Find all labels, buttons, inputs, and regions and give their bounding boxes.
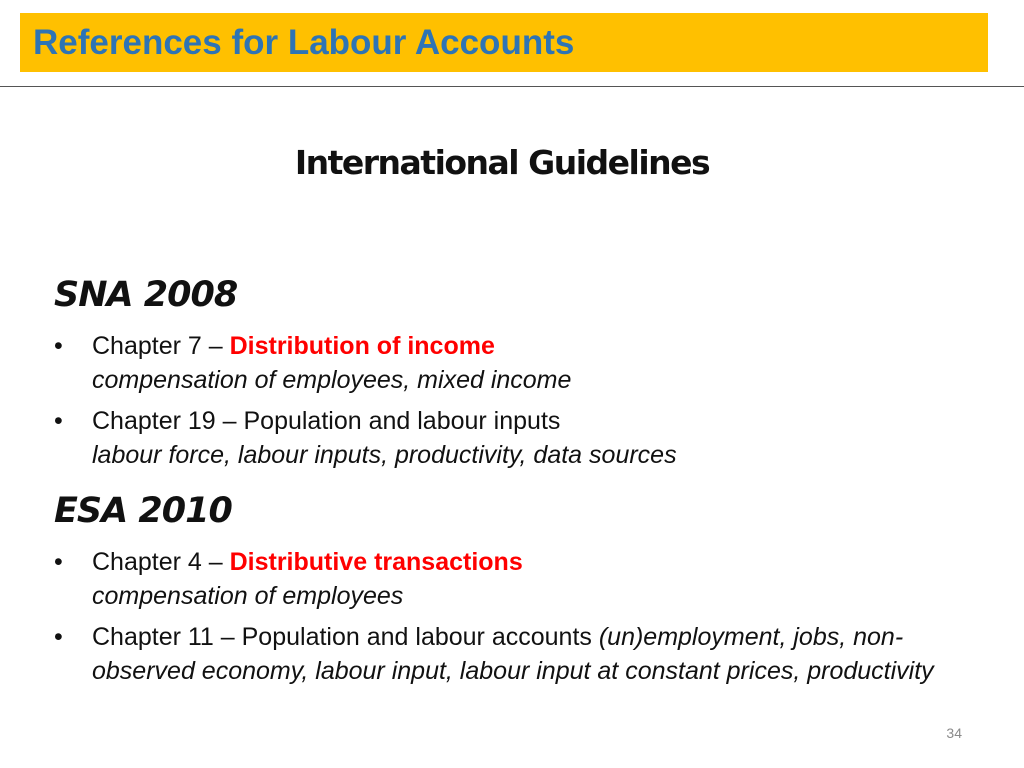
chapter-detail: (un)employment, jobs, non-observed economy, labour input, labour input at constant prices, productivity — [92, 623, 934, 685]
chapter-detail: compensation of employees — [92, 582, 404, 610]
section-heading-sna-2008: SNA 2008 — [54, 275, 238, 315]
bullet-marker: • — [54, 623, 63, 651]
chapter-highlight: Distributive transactions — [229, 548, 523, 576]
page-number: 34 — [946, 725, 962, 741]
header-divider — [0, 86, 1024, 87]
slide-subtitle: International Guidelines — [294, 143, 710, 182]
list-item — [54, 545, 984, 613]
chapter-label: Chapter 11 – Population and labour accounts — [92, 623, 599, 651]
list-item — [54, 620, 984, 688]
bullet-marker: • — [54, 548, 63, 576]
chapter-detail: labour force, labour inputs, productivity, data sources — [92, 441, 677, 469]
section-heading-esa-2010: ESA 2010 — [54, 491, 232, 531]
slide-title: References for Labour Accounts — [33, 23, 575, 62]
list-item — [54, 329, 984, 397]
chapter-label: Chapter 7 – — [92, 332, 230, 360]
title-banner — [20, 13, 988, 72]
chapter-highlight: Distribution of income — [229, 332, 495, 360]
chapter-detail: compensation of employees, mixed income — [92, 366, 572, 394]
chapter-label: Chapter 19 – Population and labour inputs — [92, 407, 561, 435]
bullet-marker: • — [54, 332, 63, 360]
chapter-label: Chapter 4 – — [92, 548, 230, 576]
bullet-marker: • — [54, 407, 63, 435]
list-item — [54, 404, 984, 472]
